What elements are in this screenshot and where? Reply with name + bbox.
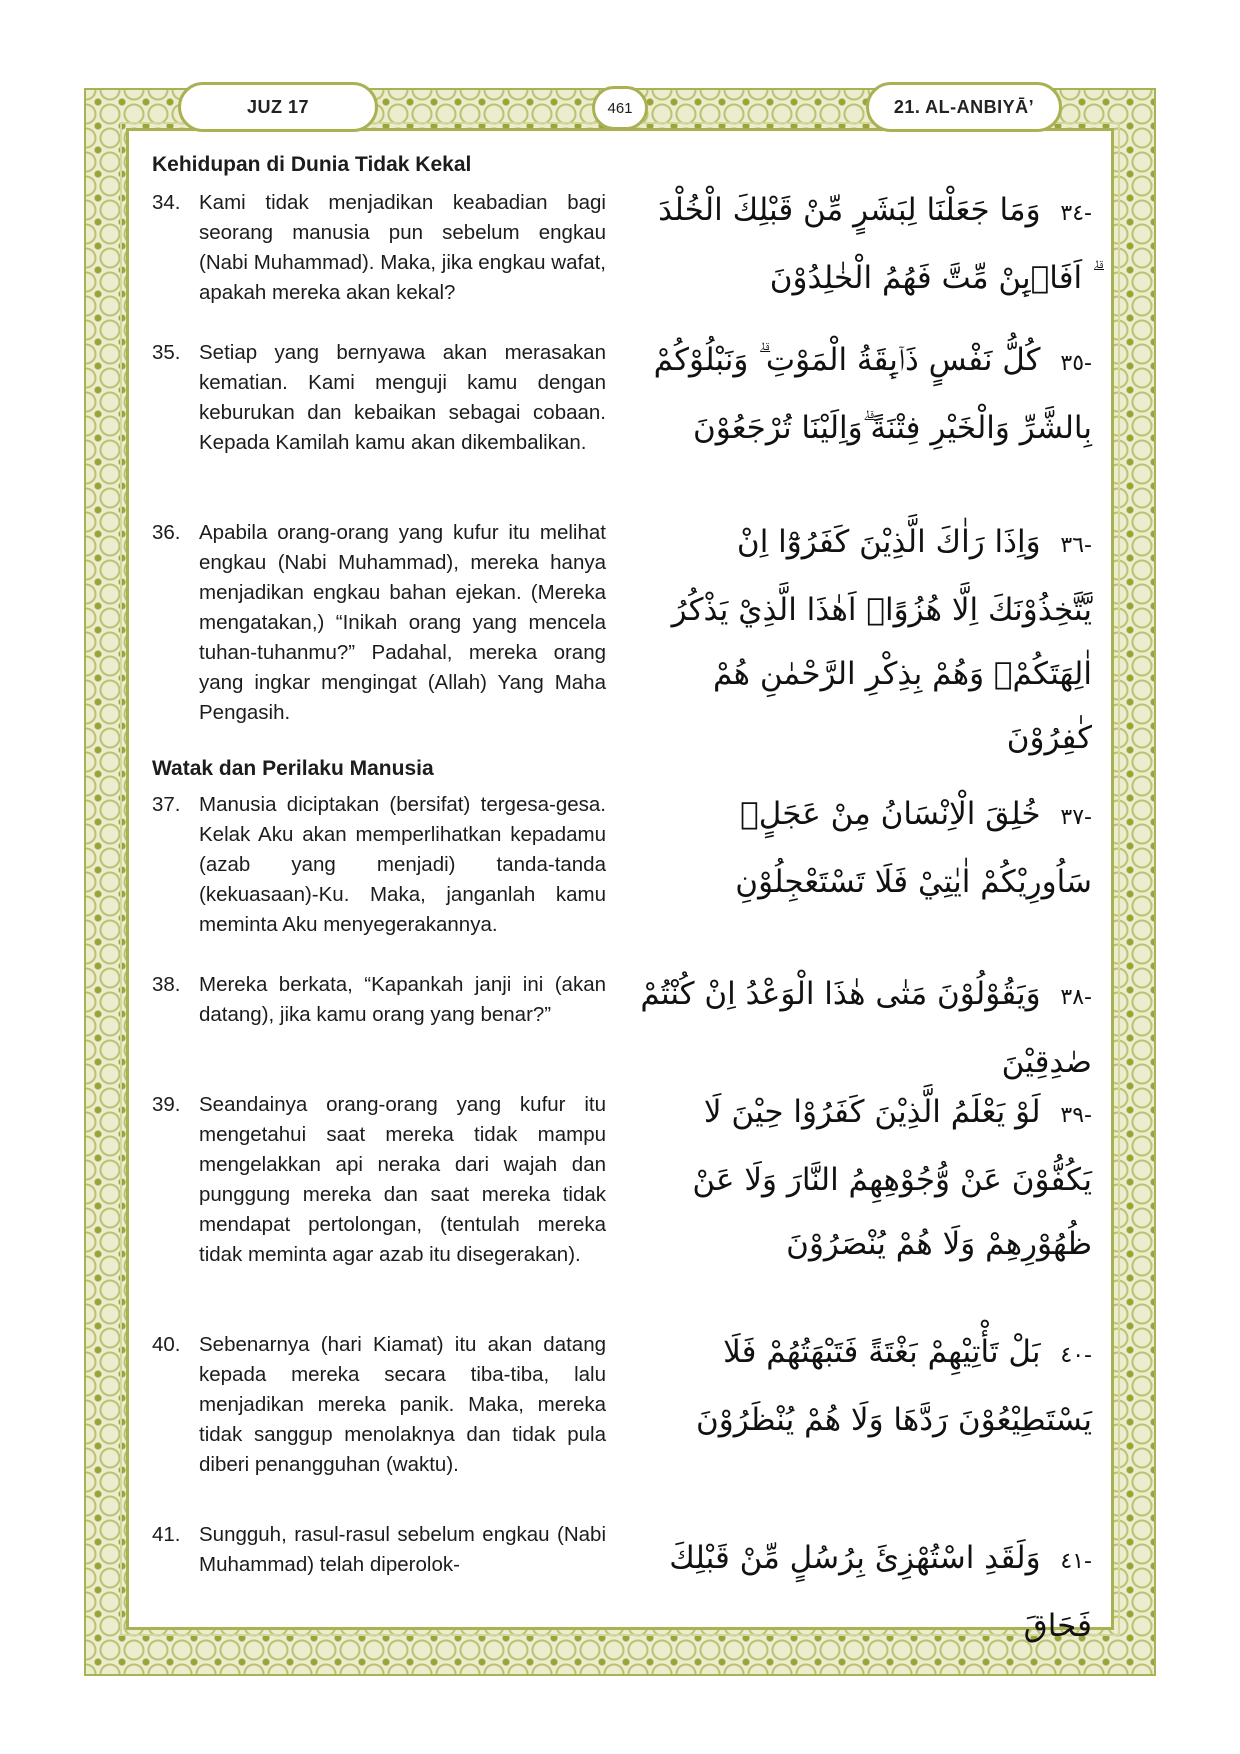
arabic-text: وَمَا جَعَلْنَا لِبَشَرٍ مِّنْ قَبْلِكَ الْخُلْدَ ۗ اَفَا۟ىِٕنْ مِّتَّ فَهُمُ الْخٰلِدُوْنَ	[658, 192, 1092, 296]
translation-text: Mereka berkata, “Kapankah janji ini (akan datang), jika kamu orang yang benar?”	[199, 973, 606, 1026]
arabic-verse	[632, 328, 1092, 460]
arabic-text: بَلْ تَأْتِيْهِمْ بَغْتَةً فَتَبْهَتُهُمْ فَلَا يَسْتَطِيْعُوْنَ رَدَّهَا وَلَا هُمْ يُنْظَرُوْنَ	[695, 1334, 1092, 1438]
arabic-verse	[632, 178, 1092, 310]
verse-translation	[152, 970, 606, 1030]
verse-translation	[152, 1520, 606, 1580]
arabic-text: وَاِذَا رَاٰكَ الَّذِيْنَ كَفَرُوْٓا اِنْ يَّتَّخِذُوْنَكَ اِلَّا هُزُوًاۗ اَهٰذَا الَّذِيْ يَذْكُرُ اٰلِهَتَكُمْۚ وَهُمْ بِذِكْرِ الرَّحْمٰنِ هُمْ كٰفِرُوْنَ	[671, 524, 1092, 756]
arabic-verse	[632, 1320, 1092, 1452]
arabic-verse-number: -٤١	[1060, 1549, 1092, 1574]
verse-translation	[152, 518, 606, 728]
verse-number: 35.	[152, 341, 181, 364]
verse-translation	[152, 188, 606, 308]
page-number: 461	[592, 86, 648, 130]
arabic-verse	[632, 1526, 1092, 1658]
translation-text: Apabila orang-orang yang kufur itu melihat engkau (Nabi Muhammad), mereka hanya menjadikan engkau bahan ejekan. (Mereka mengatakan,) “Inikah orang yang mencela tuhan-tuhanmu?” Padahal, mereka orang yang ingkar mengingat (Allah) Yang Maha Pengasih.	[199, 521, 606, 724]
arabic-text: لَوْ يَعْلَمُ الَّذِيْنَ كَفَرُوْا حِيْنَ لَا يَكُفُّوْنَ عَنْ وُّجُوْهِهِمُ النَّارَ وَلَا عَنْ ظُهُوْرِهِمْ وَلَا هُمْ يُنْصَرُوْنَ	[692, 1094, 1092, 1262]
verse-translation	[152, 1330, 606, 1480]
verse-translation	[152, 1090, 606, 1270]
arabic-verse-number: -٣٦	[1060, 533, 1092, 558]
arabic-verse-number: -٣٤	[1060, 201, 1092, 226]
translation-text: Sungguh, rasul-rasul sebelum engkau (Nabi Muhammad) telah diperolok-	[199, 1523, 606, 1576]
verse-number: 38.	[152, 973, 181, 996]
translation-text: Manusia diciptakan (bersifat) tergesa-gesa. Kelak Aku akan memperlihatkan kepadamu (azab yang menjadi) tanda-tanda (kekuasaan)-Ku. Maka, janganlah kamu meminta Aku menyegerakannya.	[199, 793, 606, 936]
arabic-verse-number: -٣٩	[1060, 1103, 1092, 1128]
juz-label: JUZ 17	[178, 82, 378, 132]
verse-number: 41.	[152, 1523, 181, 1546]
verse-translation	[152, 338, 606, 458]
arabic-verse	[632, 1080, 1092, 1276]
verse-number: 39.	[152, 1093, 181, 1116]
verse-number: 34.	[152, 191, 181, 214]
arabic-text: خُلِقَ الْاِنْسَانُ مِنْ عَجَلٍۗ سَاُورِيْكُمْ اٰيٰتِيْ فَلَا تَسْتَعْجِلُوْنِ	[735, 796, 1092, 900]
arabic-verse	[632, 962, 1092, 1094]
translation-text: Kami tidak menjadikan keabadian bagi seorang manusia pun sebelum engkau (Nabi Muhammad). Maka, jika engkau wafat, apakah mereka akan kekal?	[199, 191, 606, 304]
verse-number: 37.	[152, 793, 181, 816]
section-heading: Kehidupan di Dunia Tidak Kekal	[152, 153, 472, 176]
arabic-verse	[632, 782, 1092, 914]
arabic-verse-number: -٤٠	[1060, 1343, 1092, 1368]
arabic-text: كُلُّ نَفْسٍ ذَاۤىِٕقَةُ الْمَوْتِ ۗ وَنَبْلُوْكُمْ بِالشَّرِّ وَالْخَيْرِ فِتْنَةً ۗوَاِلَيْنَا تُرْجَعُوْنَ	[653, 342, 1092, 446]
arabic-verse-number: -٣٨	[1060, 985, 1092, 1010]
arabic-text: وَيَقُوْلُوْنَ مَتٰى هٰذَا الْوَعْدُ اِنْ كُنْتُمْ صٰدِقِيْنَ	[640, 976, 1092, 1080]
verse-number: 36.	[152, 521, 181, 544]
arabic-verse-number: -٣٥	[1060, 351, 1092, 376]
translation-text: Setiap yang bernyawa akan merasakan kematian. Kami menguji kamu dengan keburukan dan kebaikan sebagai cobaan. Kepada Kamilah kamu akan dikembalikan.	[199, 341, 606, 454]
section-heading: Watak dan Perilaku Manusia	[152, 757, 434, 780]
verse-number: 40.	[152, 1333, 181, 1356]
verse-translation	[152, 790, 606, 940]
arabic-verse-number: -٣٧	[1060, 805, 1092, 830]
arabic-text: وَلَقَدِ اسْتُهْزِئَ بِرُسُلٍ مِّنْ قَبْلِكَ فَحَاقَ	[669, 1540, 1092, 1644]
arabic-verse	[632, 510, 1092, 770]
translation-text: Sebenarnya (hari Kiamat) itu akan datang kepada mereka secara tiba-tiba, lalu menjadikan mereka panik. Maka, mereka tidak sanggup menolaknya dan tidak pula diberi penangguhan (waktu).	[199, 1333, 606, 1476]
surah-label: 21. AL-ANBIYĀ’	[866, 82, 1062, 132]
translation-text: Seandainya orang-orang yang kufur itu mengetahui saat mereka tidak mampu mengelakkan api neraka dari wajah dan punggung mereka dan saat mereka tidak mendapat pertolongan, (tentulah mereka tidak meminta agar azab itu disegerakan).	[199, 1093, 606, 1266]
